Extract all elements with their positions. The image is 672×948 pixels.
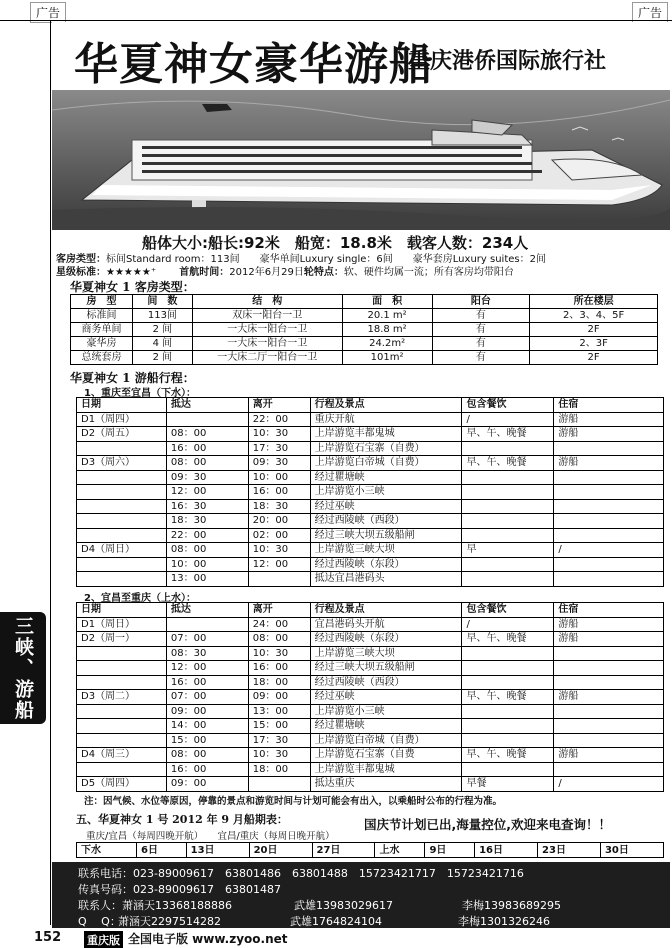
agency-name: 重庆港侨国际旅行社 xyxy=(408,49,607,74)
table-cell: 08：00 xyxy=(166,427,248,442)
table-cell: 经过三峡大坝五级船闸 xyxy=(310,528,462,543)
column-header: 结 构 xyxy=(192,295,342,309)
table-cell: 有 xyxy=(432,323,530,337)
column-header: 行程及景点 xyxy=(310,398,462,413)
up-header-row xyxy=(77,603,664,618)
table-cell: 20：00 xyxy=(248,514,310,529)
table-cell: 早、午、晚餐 xyxy=(462,690,554,705)
table-cell xyxy=(462,557,554,572)
up-itinerary-table xyxy=(76,602,664,792)
table-cell: 18.8 m² xyxy=(342,323,432,337)
column-header: 所在楼层 xyxy=(530,295,658,309)
table-cell xyxy=(462,762,554,777)
down-rows xyxy=(77,412,664,586)
page-number: 152 xyxy=(34,930,62,945)
table-cell xyxy=(77,675,167,690)
table-cell: 2 间 xyxy=(132,323,192,337)
table-cell xyxy=(554,485,664,500)
table-cell: 经过瞿塘峡 xyxy=(310,470,462,485)
table-cell xyxy=(554,528,664,543)
table-cell: 13：00 xyxy=(166,572,248,587)
table-cell: 20.1 m² xyxy=(342,309,432,323)
column-header: 包含餐饮 xyxy=(462,603,554,618)
table-cell: 上岸游览白帝城（自费） xyxy=(310,456,462,471)
table-cell xyxy=(77,704,167,719)
table-cell: 22：00 xyxy=(248,412,310,427)
table-cell: 10：30 xyxy=(248,427,310,442)
table-cell: 14：00 xyxy=(166,719,248,734)
table-cell xyxy=(462,470,554,485)
table-cell xyxy=(77,733,167,748)
table-cell: 上岸游览丰都鬼城 xyxy=(310,762,462,777)
table-cell: 17：30 xyxy=(248,441,310,456)
table-row xyxy=(77,572,664,587)
date-row xyxy=(77,843,664,858)
table-cell: 宜昌港码头开航 xyxy=(310,617,462,632)
table-cell: 12：00 xyxy=(166,485,248,500)
table-row xyxy=(77,441,664,456)
table-cell: 游船 xyxy=(554,456,664,471)
table-cell: 早、午、晚餐 xyxy=(462,427,554,442)
table-cell xyxy=(462,514,554,529)
column-header: 离开 xyxy=(248,603,310,618)
up-label: 上水 xyxy=(375,843,425,858)
table-cell: 有 xyxy=(432,351,530,365)
date-table xyxy=(76,842,664,858)
table-row xyxy=(77,470,664,485)
table-cell xyxy=(77,528,167,543)
table-cell: 18：30 xyxy=(248,499,310,514)
table-cell: 一大床二厅一阳台一卫 xyxy=(192,351,342,365)
table-row xyxy=(77,485,664,500)
table-cell xyxy=(462,499,554,514)
header xyxy=(52,22,670,90)
table-row xyxy=(77,557,664,572)
table-cell xyxy=(77,572,167,587)
table-cell: 早、午、晚餐 xyxy=(462,748,554,763)
ship-illustration xyxy=(52,90,670,230)
table-cell: 18：00 xyxy=(248,762,310,777)
column-header: 面 积 xyxy=(342,295,432,309)
table-cell: 18：30 xyxy=(166,514,248,529)
table-cell xyxy=(554,514,664,529)
up-rows xyxy=(77,617,664,791)
table-cell: 16：00 xyxy=(166,762,248,777)
table-cell xyxy=(462,528,554,543)
table-cell xyxy=(462,704,554,719)
table-cell: 抵达重庆 xyxy=(310,777,462,792)
table-cell: 经过西陵峡（西段） xyxy=(310,514,462,529)
table-cell: 10：30 xyxy=(248,646,310,661)
table-row xyxy=(77,690,664,705)
table-cell xyxy=(166,617,248,632)
table-cell: D3（周六） xyxy=(77,456,167,471)
column-header: 离开 xyxy=(248,398,310,413)
table-cell: D1（周日） xyxy=(77,617,167,632)
table-cell: 经过西陵峡（东段） xyxy=(310,557,462,572)
column-header: 阳台 xyxy=(432,295,530,309)
phone-row: 联系电话： 023-89009617 63801486 63801488 15723421717 15723421716 xyxy=(78,867,524,880)
table-row xyxy=(77,777,664,792)
room-table xyxy=(70,294,658,365)
table-cell: D5（周四） xyxy=(77,777,167,792)
rooms-title: 华夏神女 1 客房类型： xyxy=(70,280,195,294)
table-cell: 101m² xyxy=(342,351,432,365)
table-cell: 上岸游览白帝城（自费） xyxy=(310,733,462,748)
cruise-ship-photo xyxy=(52,90,670,230)
table-cell: 22：00 xyxy=(166,528,248,543)
up-date: 30日 xyxy=(600,843,663,858)
table-cell: 总统套房 xyxy=(71,351,133,365)
table-row xyxy=(77,748,664,763)
table-cell xyxy=(77,719,167,734)
up-title: 2、宜昌至重庆（上水）： xyxy=(84,593,196,604)
table-row xyxy=(77,514,664,529)
itinerary-note: 注：因气候、水位等原因，停靠的景点和游览时间与计划可能会有出入，以乘船时公布的行程为准。 xyxy=(84,796,503,807)
table-cell xyxy=(77,646,167,661)
table-row xyxy=(77,762,664,777)
table-cell xyxy=(462,719,554,734)
table-cell: 16：30 xyxy=(166,499,248,514)
table-cell: 2 间 xyxy=(132,351,192,365)
table-row xyxy=(77,719,664,734)
table-cell: 经过巫峡 xyxy=(310,499,462,514)
column-header: 行程及景点 xyxy=(310,603,462,618)
table-row xyxy=(77,646,664,661)
table-cell: 12：00 xyxy=(248,557,310,572)
table-cell: 商务单间 xyxy=(71,323,133,337)
table-cell: D1（周四） xyxy=(77,412,167,427)
table-cell xyxy=(462,733,554,748)
table-cell xyxy=(462,661,554,676)
table-cell xyxy=(77,470,167,485)
table-cell: 经过西陵峡（西段） xyxy=(310,675,462,690)
left-rule xyxy=(50,20,51,925)
table-cell: 09：30 xyxy=(248,456,310,471)
page-footer xyxy=(0,928,672,948)
person-row: 联系人： 萧涵天13368188886 武雄13983029617 李梅13983689295 xyxy=(78,899,561,912)
column-header: 日期 xyxy=(77,398,167,413)
table-cell: 10：30 xyxy=(248,543,310,558)
room-type-line: 客房类型：标间Standard room：113间 豪华单间Luxury single：6间 豪华套房Luxury suites：2间 xyxy=(56,254,546,265)
star-line: 星级标准：★★★★★⁺ 首航时间：2012年6月29日轮特点：软、硬件均属一流；所有客房均带阳台 xyxy=(56,267,514,278)
table-cell: 08：00 xyxy=(166,456,248,471)
table-row xyxy=(71,351,658,365)
table-row xyxy=(77,528,664,543)
table-cell xyxy=(554,704,664,719)
table-cell xyxy=(462,572,554,587)
edition-link[interactable]: 全国电子版 www.zyoo.net xyxy=(128,932,288,946)
table-cell: 10：00 xyxy=(166,557,248,572)
table-cell xyxy=(554,719,664,734)
table-cell: 2、3F xyxy=(530,337,658,351)
down-header-row xyxy=(77,398,664,413)
table-cell xyxy=(554,675,664,690)
table-cell: 2、3、4、5F xyxy=(530,309,658,323)
table-cell xyxy=(554,441,664,456)
table-cell: / xyxy=(462,412,554,427)
table-cell: 16：00 xyxy=(166,441,248,456)
table-cell: D2（周一） xyxy=(77,632,167,647)
table-cell: 经过瞿塘峡 xyxy=(310,719,462,734)
table-cell: 游船 xyxy=(554,690,664,705)
up-date: 16日 xyxy=(475,843,538,858)
down-itinerary-table xyxy=(76,397,664,587)
table-cell: 上岸游览三峡大坝 xyxy=(310,543,462,558)
table-cell: 09：00 xyxy=(248,690,310,705)
table-cell: 12：00 xyxy=(166,661,248,676)
table-cell: D4（周三） xyxy=(77,748,167,763)
table-cell: 24.2m² xyxy=(342,337,432,351)
table-row xyxy=(77,661,664,676)
table-row xyxy=(71,337,658,351)
table-cell xyxy=(77,557,167,572)
table-cell: 双床一阳台一卫 xyxy=(192,309,342,323)
schedule-labels: 重庆/宜昌（每周四晚开航） 宜昌/重庆（每周日晚开航） xyxy=(86,831,335,842)
table-row xyxy=(77,499,664,514)
table-cell xyxy=(554,572,664,587)
table-cell: 一大床一阳台一卫 xyxy=(192,323,342,337)
table-cell xyxy=(462,646,554,661)
table-cell: D3（周二） xyxy=(77,690,167,705)
table-cell xyxy=(554,646,664,661)
top-rule xyxy=(0,20,672,21)
table-cell: 16：00 xyxy=(166,675,248,690)
table-cell: 经过西陵峡（东段） xyxy=(310,632,462,647)
table-cell xyxy=(166,412,248,427)
down-label: 下水 xyxy=(77,843,137,858)
table-cell: 豪华房 xyxy=(71,337,133,351)
table-cell: 18：00 xyxy=(248,675,310,690)
table-cell: 08：30 xyxy=(166,646,248,661)
table-cell xyxy=(462,485,554,500)
table-cell: 经过巫峡 xyxy=(310,690,462,705)
table-cell: 2F xyxy=(530,351,658,365)
table-cell: 10：30 xyxy=(248,748,310,763)
table-cell: 10：00 xyxy=(248,470,310,485)
table-cell: 经过三峡大坝五级船闸 xyxy=(310,661,462,676)
table-cell: 游船 xyxy=(554,632,664,647)
table-row xyxy=(77,704,664,719)
table-cell: 上岸游览石宝寨（自费 xyxy=(310,748,462,763)
table-cell xyxy=(554,661,664,676)
table-cell: 游船 xyxy=(554,617,664,632)
table-cell: 抵达宜昌港码头 xyxy=(310,572,462,587)
contact-footer xyxy=(52,862,670,928)
ad-tag-right: 广告 xyxy=(632,2,668,23)
table-cell: 09：00 xyxy=(166,704,248,719)
column-header: 抵达 xyxy=(166,603,248,618)
edition-badge: 重庆版 xyxy=(84,931,123,948)
table-cell: D2（周五） xyxy=(77,427,167,442)
table-row xyxy=(77,733,664,748)
table-cell: 16：00 xyxy=(248,485,310,500)
down-date: 20日 xyxy=(249,843,312,858)
table-cell: 上岸游览小三峡 xyxy=(310,485,462,500)
table-cell: 早餐 xyxy=(462,777,554,792)
column-header: 住宿 xyxy=(554,603,664,618)
table-cell: 113间 xyxy=(132,309,192,323)
table-cell: 上岸游览小三峡 xyxy=(310,704,462,719)
table-row xyxy=(77,427,664,442)
table-cell: 15：00 xyxy=(248,719,310,734)
table-cell: 4 间 xyxy=(132,337,192,351)
column-header: 日期 xyxy=(77,603,167,618)
table-cell: 早、午、晚餐 xyxy=(462,456,554,471)
column-header: 抵达 xyxy=(166,398,248,413)
ship-specs: 船体大小:船长:92米 船宽：18.8米 载客人数：234人 xyxy=(142,234,529,252)
table-cell: 上岸游览石宝寨（自费） xyxy=(310,441,462,456)
table-cell: 一大床一阳台一卫 xyxy=(192,337,342,351)
table-cell: 08：00 xyxy=(248,632,310,647)
section-sidebar: 三峡、游船 xyxy=(0,612,46,724)
table-cell xyxy=(554,557,664,572)
table-cell xyxy=(462,441,554,456)
down-date: 13日 xyxy=(186,843,249,858)
schedule-title: 五、华夏神女 1 号 2012 年 9 月船期表： xyxy=(76,813,288,826)
table-cell: 13：00 xyxy=(248,704,310,719)
table-cell: 2F xyxy=(530,323,658,337)
room-rows xyxy=(71,309,658,365)
qq-row: Q Q： 萧涵天2297514282 武雄1764824104 李梅1301326246 xyxy=(78,915,550,928)
page-title: 华夏神女豪华游船 xyxy=(74,39,434,90)
column-header: 间 数 xyxy=(132,295,192,309)
table-cell xyxy=(248,572,310,587)
table-cell: 重庆开航 xyxy=(310,412,462,427)
table-cell: 15：00 xyxy=(166,733,248,748)
table-row xyxy=(71,323,658,337)
table-cell: 游船 xyxy=(554,748,664,763)
table-cell xyxy=(77,514,167,529)
table-cell: 早 xyxy=(462,543,554,558)
table-row xyxy=(71,309,658,323)
table-cell: / xyxy=(554,543,664,558)
table-cell: 17：30 xyxy=(248,733,310,748)
table-cell xyxy=(77,499,167,514)
column-header: 住宿 xyxy=(554,398,664,413)
promo-text: 国庆节计划已出,海量控位,欢迎来电查询！！ xyxy=(364,817,611,832)
column-header: 包含餐饮 xyxy=(462,398,554,413)
fax-row: 传真号码： 023-89009617 63801487 xyxy=(78,883,281,896)
table-cell xyxy=(248,777,310,792)
down-title: 1、重庆至宜昌（下水）： xyxy=(84,388,196,399)
table-cell: 上岸游览丰都鬼城 xyxy=(310,427,462,442)
table-cell: 早、午、晚餐 xyxy=(462,632,554,647)
table-cell: 02：00 xyxy=(248,528,310,543)
table-row xyxy=(77,675,664,690)
table-cell: / xyxy=(462,617,554,632)
table-cell: 08：00 xyxy=(166,543,248,558)
table-cell: 07：00 xyxy=(166,690,248,705)
table-cell xyxy=(77,485,167,500)
table-cell xyxy=(554,499,664,514)
table-cell: / xyxy=(554,777,664,792)
table-cell: 24：00 xyxy=(248,617,310,632)
table-cell: 游船 xyxy=(554,412,664,427)
down-date: 6日 xyxy=(137,843,187,858)
table-cell xyxy=(77,661,167,676)
table-row xyxy=(77,456,664,471)
table-cell: 游船 xyxy=(554,427,664,442)
table-cell xyxy=(462,675,554,690)
table-cell: D4（周日） xyxy=(77,543,167,558)
table-cell: 08：00 xyxy=(166,748,248,763)
room-header-row xyxy=(71,295,658,309)
table-cell xyxy=(554,762,664,777)
table-row xyxy=(77,543,664,558)
table-cell xyxy=(77,441,167,456)
table-cell: 07：00 xyxy=(166,632,248,647)
up-date: 9日 xyxy=(425,843,475,858)
column-header: 房 型 xyxy=(71,295,133,309)
table-cell: 09：30 xyxy=(166,470,248,485)
table-cell xyxy=(554,733,664,748)
table-cell xyxy=(554,470,664,485)
down-date: 27日 xyxy=(312,843,375,858)
table-cell: 上岸游览三峡大坝 xyxy=(310,646,462,661)
itinerary-title: 华夏神女 1 游船行程： xyxy=(70,371,195,385)
table-row xyxy=(77,412,664,427)
table-row xyxy=(77,632,664,647)
up-date: 23日 xyxy=(538,843,601,858)
table-row xyxy=(77,617,664,632)
table-cell: 有 xyxy=(432,337,530,351)
table-cell: 16：00 xyxy=(248,661,310,676)
table-cell: 标准间 xyxy=(71,309,133,323)
ad-tag-left: 广告 xyxy=(30,2,66,23)
table-cell: 有 xyxy=(432,309,530,323)
table-cell: 09：00 xyxy=(166,777,248,792)
table-cell xyxy=(77,762,167,777)
